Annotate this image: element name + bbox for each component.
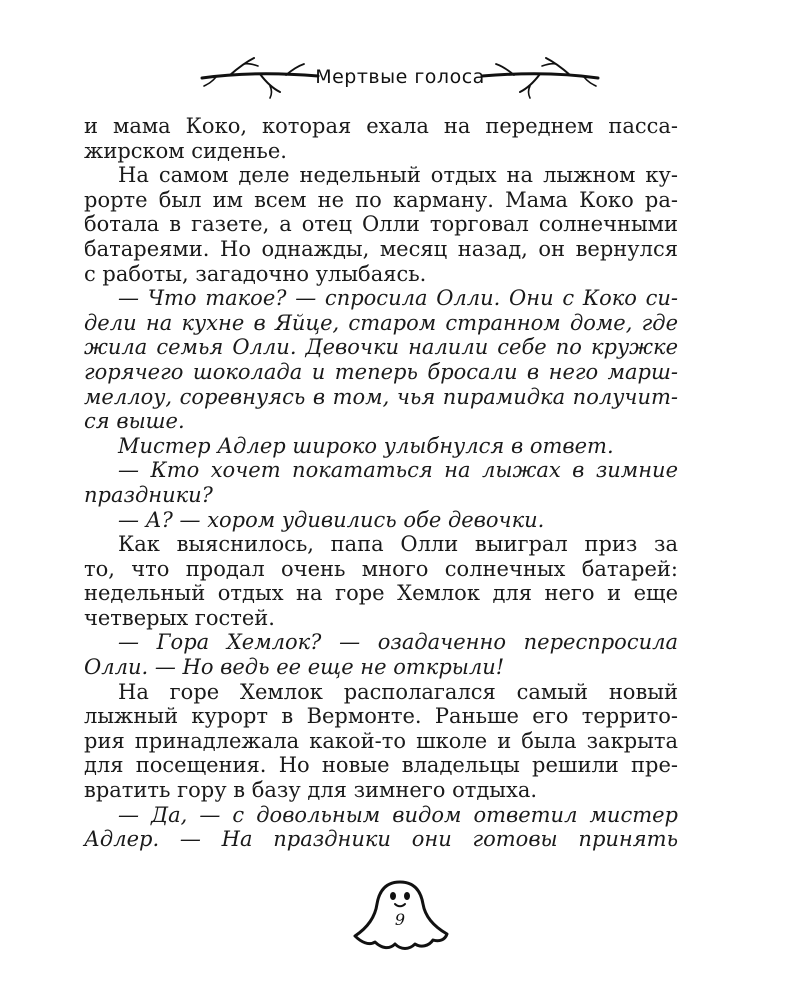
text-line: Как выяснилось, папа Олли выиграл приз за (118, 532, 678, 557)
text-line: то, что продал очень много солнечных батарей: (84, 556, 678, 581)
text-line: недельный отдых на горе Хемлок для него и еще (84, 581, 678, 606)
text-line: — Что такое? — спросила Олли. Они с Коко си- (118, 286, 678, 311)
text-line: дели на кухне в Яйце, старом странном доме, где (84, 310, 678, 335)
text-line: лыжный курорт в Вермонте. Раньше его террито- (84, 704, 678, 729)
running-header-title: Мертвые голоса (315, 66, 485, 88)
text-line: жирском сиденье. (84, 138, 287, 163)
text-line: — Кто хочет покататься на лыжах в зимние (118, 458, 678, 483)
body-text (84, 114, 678, 852)
text-line: рия принадлежала какой-то школе и была закрыта (84, 728, 678, 753)
text-line: — А? — хором удивились обе девочки. (118, 507, 545, 532)
text-line: Адлер. — На праздники они готовы принять (84, 827, 678, 852)
text-line: батареями. Но однажды, месяц назад, он вернулся (84, 236, 678, 261)
text-line: с работы, загадочно улыбаясь. (84, 261, 427, 286)
text-line: На самом деле недельный отдых на лыжном ку- (118, 163, 678, 188)
text-line: и мама Коко, которая ехала на переднем пасса- (84, 114, 678, 138)
text-line: — Гора Хемлок? — озадаченно переспросила (118, 630, 678, 655)
text-line: ботала в газете, а отец Олли торговал солнечными (84, 212, 678, 237)
text-line: — Да, — с довольным видом ответил мистер (118, 802, 678, 827)
text-line: рорте был им всем не по карману. Мама Коко ра- (84, 187, 678, 212)
text-line: Мистер Адлер широко улыбнулся в ответ. (118, 433, 614, 458)
text-line: вратить гору в базу для зимнего отдыха. (84, 778, 538, 803)
text-line: четверых гостей. (84, 605, 275, 630)
page-number: 9 (394, 910, 406, 929)
text-line: меллоу, соревнуясь в том, чья пирамидка получит- (84, 384, 678, 409)
page-footer (345, 876, 455, 956)
text-line: Олли. — Но ведь ее еще не открыли! (84, 655, 505, 680)
running-header (0, 52, 800, 102)
text-line: На горе Хемлок располагался самый новый (118, 679, 678, 704)
text-line: горячего шоколада и теперь бросали в него марш- (84, 359, 678, 384)
text-line: жила семья Олли. Девочки налили себе по кружке (84, 335, 678, 360)
branch-ornament-right-icon (476, 52, 600, 102)
text-line: для посещения. Но новые владельцы решили пре- (84, 753, 678, 778)
text-line: праздники? (84, 482, 213, 507)
text-line: ся выше. (84, 409, 185, 434)
